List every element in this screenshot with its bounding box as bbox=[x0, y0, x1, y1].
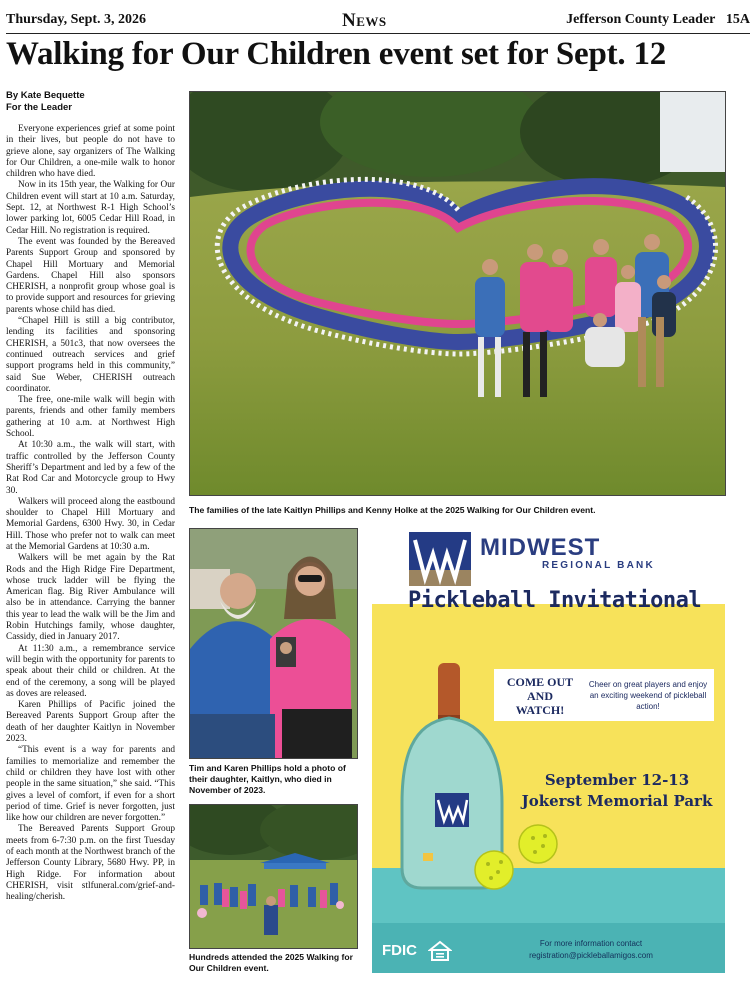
headline: Walking for Our Children event set for Sept. 12 bbox=[6, 36, 667, 72]
bank-subtitle: REGIONAL BANK bbox=[542, 560, 655, 571]
byline-author: By Kate Bequette bbox=[6, 90, 85, 101]
article-paragraph: “This event is a way for parents and families to memorialize and remember the child or children they have lost with other people in the same situation,” she said. “This gives a level of comfort, if even for a short period of time. Grief is never forgotten, just like how our children are never forgotten.” bbox=[6, 745, 175, 824]
come-out-line-1: COME OUT bbox=[506, 675, 574, 689]
come-out-text bbox=[494, 675, 586, 717]
byline-org: For the Leader bbox=[6, 102, 72, 113]
heart-flags-photo bbox=[190, 92, 725, 495]
article-paragraph: Walkers will proceed along the eastbound shoulder to Chapel Hill Mortuary and Memorial Gardens, 6300 Hwy. 30, in Cedar Hill. Those who prefer not to walk can meet at the Memorial Gardens at 10:30 a.m. bbox=[6, 496, 175, 552]
publication-name: Jefferson County Leader bbox=[566, 12, 716, 27]
article-paragraph: Walkers will be met again by the Rat Rods and the High Ridge Fire Department, whose truck ladder will be flying the American flag. Big River Ambulance will also be in attendance. Carrying the banner this year to lead the walk will be the Jim and Robin Hutchings family, whose daughter, Cassidy, died in January 2017. bbox=[6, 553, 175, 643]
main-photo-caption: The families of the late Kaitlyn Phillips and Kenny Holke at the 2025 Walking for Our Children event. bbox=[189, 505, 596, 515]
article-paragraph: Karen Phillips of Pacific joined the Bereaved Parents Support Group after the death of her daughter Kaitlyn in November 2023. bbox=[6, 700, 175, 745]
article-paragraph: The event was founded by the Bereaved Parents Support Group and sponsored by Chapel Hill Mortuary and Memorial Gardens. Chapel Hill also sponsors CHERISH, a nonprofit group whose goal is to provide support and resources for grieving parents whose child has died. bbox=[6, 236, 175, 315]
article-paragraph: At 10:30 a.m., the walk will start, with traffic controlled by the Jefferson County Sheriff’s Department and led by a few of the Rat Rod Car and Motorcycle group to Hwy 30. bbox=[6, 440, 175, 496]
contact-line: For more information contact bbox=[539, 939, 643, 948]
couple-photo-image bbox=[190, 529, 357, 758]
page-header bbox=[6, 10, 750, 32]
article-paragraph: Everyone experiences grief at some point in their lives, but people do not have to grieve alone, say organizers of The Walking for Our Children, a one-mile walk to honor children who have died. bbox=[6, 124, 175, 180]
come-out-line-3: WATCH! bbox=[515, 703, 565, 717]
section-name: News bbox=[342, 10, 387, 31]
article-paragraph: The free, one-mile walk will begin with parents, friends and other family members gathering at 10 a.m. at Northwest High School. bbox=[6, 395, 175, 440]
cheer-text: Cheer on great players and enjoy an exciting weekend of pickleball action! bbox=[588, 680, 708, 711]
contact-email[interactable]: registration@pickleballamigos.com bbox=[529, 951, 653, 960]
crowd-photo-image bbox=[190, 805, 357, 948]
article-paragraph: “Chapel Hill is still a big contributor, lending its facilities and sponsoring CHERISH, a 501c3, that now oversees the continued outreach services and grief support programs held in this community,” said Sue Weber, CHERISH outreach coordinator. bbox=[6, 316, 175, 394]
bank-name: MIDWEST bbox=[480, 534, 601, 561]
fdic-logo: FDIC bbox=[382, 942, 417, 959]
contact-info bbox=[476, 938, 706, 962]
come-out-line-2: AND bbox=[527, 689, 553, 703]
header-rule bbox=[6, 33, 750, 34]
byline bbox=[6, 90, 176, 114]
couple-photo bbox=[189, 528, 358, 759]
event-dates-venue bbox=[517, 770, 717, 812]
crowd-photo bbox=[189, 804, 358, 949]
article-paragraph: At 11:30 a.m., a remembrance service will begin with the opportunity for parents to speak about their child or children. At the end of the ceremony, a song will be played as doves are released. bbox=[6, 643, 175, 699]
couple-photo-caption: Tim and Karen Phillips hold a photo of their daughter, Kaitlyn, who died in November of 2023. bbox=[189, 763, 346, 795]
bank-logo-icon bbox=[409, 532, 471, 586]
page-number: 15A bbox=[725, 12, 750, 27]
publication-and-page bbox=[566, 12, 750, 28]
article-paragraph: The Bereaved Parents Support Group meets from 6-7:30 p.m. on the first Tuesday of each month at the Northwest branch of the Jefferson County Library, 5680 Hwy. PP, in High Ridge. For information about CHERISH, visit stlfuneral.com/grief-and-healing/cherish. bbox=[6, 824, 175, 903]
article-body bbox=[6, 124, 175, 903]
main-photo bbox=[189, 91, 726, 496]
event-dates: September 12-13 bbox=[544, 771, 690, 789]
equal-housing-icon bbox=[428, 940, 452, 962]
bank-advertisement[interactable] bbox=[372, 528, 725, 973]
come-out-callout bbox=[494, 669, 714, 721]
event-title: Pickleball Invitational bbox=[408, 588, 702, 613]
crowd-photo-caption: Hundreds attended the 2025 Walking for Our Children event. bbox=[189, 952, 353, 973]
issue-date: Thursday, Sept. 3, 2026 bbox=[6, 12, 147, 27]
pickleball-balls-icon bbox=[473, 820, 563, 890]
event-venue: Jokerst Memorial Park bbox=[521, 792, 713, 810]
article-paragraph: Now in its 15th year, the Walking for Our Children event will start at 10 a.m. Saturday, Sept. 12, at Northwest R-1 High School’s lower parking lot, 6005 Cedar Hill Road, in Cedar Hill. No registration is required. bbox=[6, 180, 175, 236]
